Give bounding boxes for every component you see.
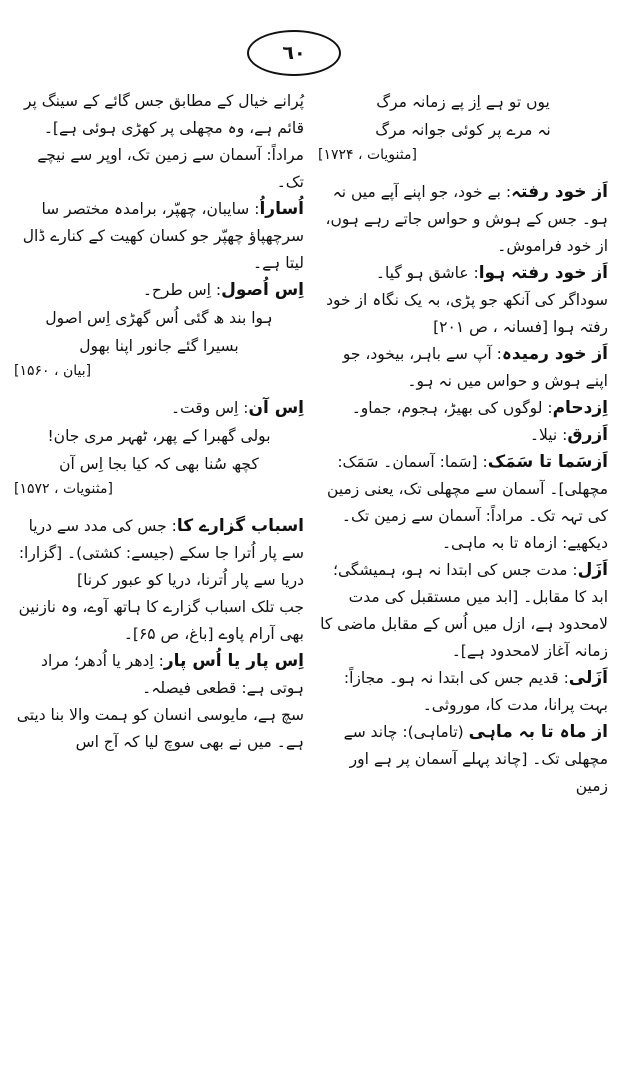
- headword: اُساراُ: [259, 199, 304, 219]
- headword: اَزسَما تا سَمَک: [487, 452, 608, 472]
- definition: : عاشق ہو گیا۔: [375, 264, 479, 282]
- left-column: [14, 88, 304, 756]
- headword: اَز خود رفتہ ہوا: [478, 263, 608, 283]
- example-quote: جب تلک اسباب گزارے کا ہاتھ آوے، وہ نازنین بھی آرام پاوے [باغ، ص ۶۵]۔: [18, 598, 304, 643]
- verse-block: [14, 304, 304, 382]
- verse-line: کچھ سُنا بھی کہ کیا بجا اِس آن: [59, 455, 259, 473]
- definition: : سایبان، چھپّر، برامدہ مختصر سا سرچھپاؤ چھپّر جو کسان کھیت کے کنارے ڈال لیتا ہے۔: [22, 200, 304, 272]
- definition: (تاماہی): چاند سے مچھلی تک۔ [چاند پہلے آسمان پر ہے اور زمین: [343, 723, 608, 795]
- dictionary-entry: [318, 557, 608, 665]
- dictionary-entry: [318, 665, 608, 719]
- verse-line: ہوا بند ھ گئی اُس گھڑی اِس اصول: [45, 309, 273, 327]
- definition: : لوگوں کی بھیڑ، ہجوم، جماو۔: [351, 399, 553, 417]
- citation: [مثنویات ، ۱۷۲۴]: [318, 147, 417, 163]
- headword: اِس آن: [248, 398, 304, 418]
- headword: اسباب گزارے کا: [176, 516, 304, 536]
- dictionary-entry: [14, 196, 304, 277]
- definition: : مدت جس کی ابتدا نہ ہو، ہمیشگی؛ ابد کا مقابل۔ [ابد میں مستقبل کی مدت لامحدود ہے، ازل میں اُس کے مقابل ماضی کا زمانہ آغاز لامحدود ہے]۔: [320, 561, 608, 660]
- headword: اَز خود رمیدہ: [501, 344, 608, 364]
- headword: اَز خود رفتہ: [511, 182, 608, 202]
- definition: : اِس طرح۔: [142, 281, 222, 299]
- example-quote: سچ ہے، مایوسی انسان کو ہمت والا بنا دیتی ہے۔ میں نے بھی سوچ لیا کہ آج اس: [16, 706, 304, 751]
- example-quote: سوداگر کی آنکھ جو پڑی، بہ یک نگاہ از خود رفتہ ہوا [فسانہ ، ص ۲۰۱]: [326, 291, 608, 336]
- headword: اَزَل: [577, 560, 608, 580]
- dictionary-entry: [318, 719, 608, 800]
- continued-text: پُرانے خیال کے مطابق جس گائے کے سینگ پر قائم ہے، وہ مچھلی پر کھڑی ہوئی ہے]۔ مراداً: آسمان سے زمین تک، اوپر سے نیچے تک۔: [23, 92, 304, 191]
- definition: : جس کی مدد سے دریا سے پار اُترا جا سکے (جیسے: کشتی)۔ [گزارا: دریا سے پار اُترنا، دریا کو عبور کرنا]: [18, 517, 304, 589]
- headword: اِس پار یا اُس پار: [163, 651, 304, 671]
- dictionary-entry: [318, 395, 608, 422]
- dictionary-entry: [14, 648, 304, 702]
- dictionary-entry: [14, 277, 304, 304]
- headword: از ماہ تا بہ ماہی: [468, 722, 608, 742]
- definition: : اِس وقت۔: [170, 399, 249, 417]
- dictionary-entry: [14, 513, 304, 594]
- definition: : نیلا۔: [529, 426, 568, 444]
- definition: : اِدھر یا اُدھر؛ مراد ہوتی ہے: قطعی فیصلہ۔: [41, 652, 304, 697]
- verse-block: [14, 422, 304, 500]
- verse-block: [318, 88, 608, 166]
- verse-line: بسیرا گئے جانور اپنا بھول: [79, 337, 239, 355]
- verse-line: یوں تو ہے اِز پے زمانہ مرگ: [376, 93, 550, 111]
- verse-line: نہ مرے پر کوئی جوانہ مرگ: [375, 121, 551, 139]
- headword: اِس اُصول: [221, 280, 304, 300]
- verse-line: بولی گھبرا کے پھر، ٹھہر مری جان!: [47, 427, 271, 445]
- right-column: [318, 88, 608, 800]
- definition: : قدیم جس کی ابتدا نہ ہو۔ مجازاً: بہت پرانا، مدت کا، موروثی۔: [343, 669, 608, 714]
- dictionary-entry: [14, 395, 304, 422]
- dictionary-entry: [318, 260, 608, 287]
- citation: [مثنویات ، ۱۵۷۲]: [14, 481, 113, 497]
- dictionary-entry: [318, 449, 608, 557]
- headword: اَزَلی: [568, 668, 608, 688]
- definition: : [سَما: آسمان۔ سَمَک: مچھلی]۔ آسمان سے مچھلی تک، یعنی زمین کی تہہ تک۔ مراداً: آسمان سے زمین تک۔ دیکھیے: ازماہ تا بہ ماہی۔: [327, 453, 608, 552]
- dictionary-entry: [318, 341, 608, 395]
- definition: : بے خود، جو اپنے آپے میں نہ ہو۔ جس کے ہوش و حواس جاتے رہے ہوں، از خود فراموش۔: [325, 183, 608, 255]
- headword: اَزرق: [567, 425, 608, 445]
- citation: [بیان ، ۱۵۶۰]: [14, 363, 92, 379]
- dictionary-entry: [318, 422, 608, 449]
- definition: : آپ سے باہر، بیخود، جو اپنے ہوش و حواس میں نہ ہو۔: [342, 345, 608, 390]
- dictionary-entry: [318, 179, 608, 260]
- headword: اِزدحام: [552, 398, 608, 418]
- page-number: ٦٠: [247, 30, 341, 76]
